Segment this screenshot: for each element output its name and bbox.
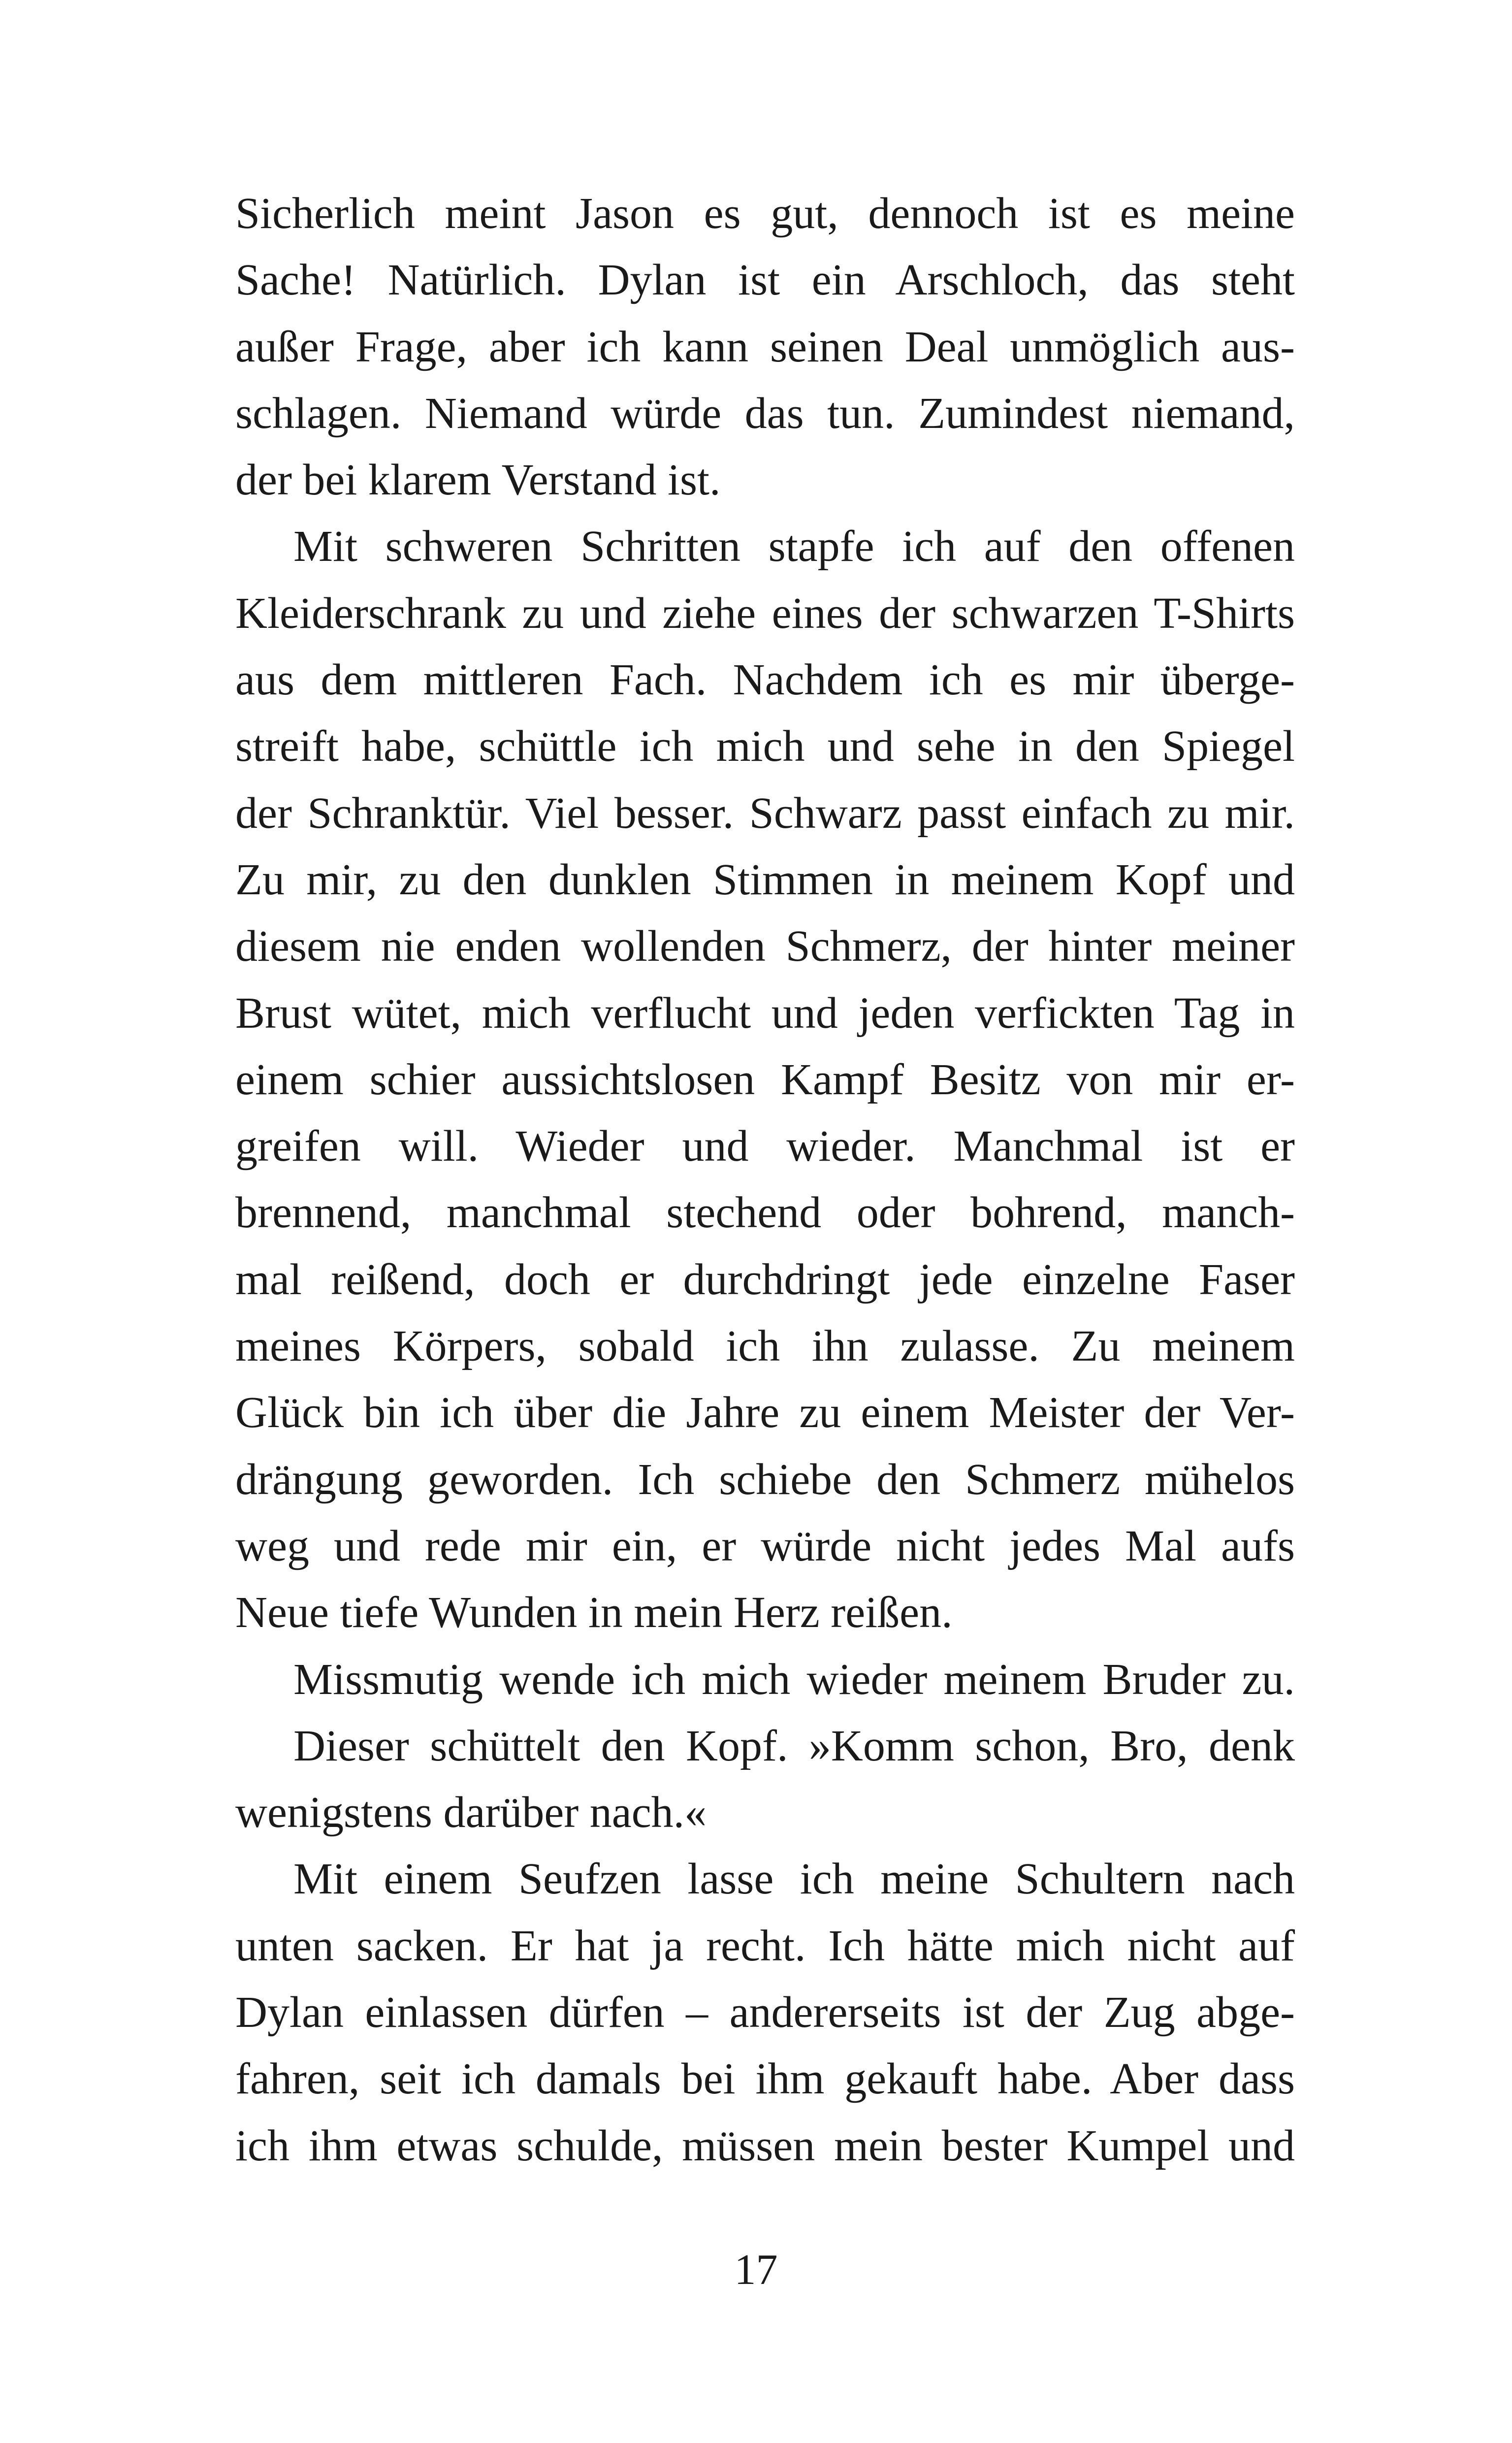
- text-line: Sicherlich meint Jason es gut, dennoch ist es meine: [235, 189, 1295, 238]
- text-line: Glück bin ich über die Jahre zu einem Meister der Ver-: [235, 1388, 1295, 1437]
- text-line: meines Körpers, sobald ich ihn zulasse. Zu meinem: [235, 1322, 1295, 1371]
- text-line: Dieser schüttelt den Kopf. »Komm schon, Bro, denk: [293, 1721, 1295, 1770]
- text-line: weg und rede mir ein, er würde nicht jedes Mal aufs: [235, 1521, 1295, 1570]
- text-line: Kleiderschrank zu und ziehe eines der schwarzen T-Shirts: [235, 588, 1295, 638]
- text-line: schlagen. Niemand würde das tun. Zumindest niemand,: [235, 389, 1295, 438]
- text-line: mal reißend, doch er durchdringt jede einzelne Faser: [235, 1255, 1295, 1304]
- text-line: fahren, seit ich damals bei ihm gekauft habe. Aber dass: [235, 2054, 1295, 2104]
- text-line: Brust wütet, mich verflucht und jeden verfickten Tag in: [235, 988, 1295, 1038]
- text-line: Neue tiefe Wunden in mein Herz reißen.: [235, 1588, 953, 1637]
- text-line: der Schranktür. Viel besser. Schwarz passt einfach zu mir.: [235, 788, 1295, 838]
- text-line: Mit einem Seufzen lasse ich meine Schultern nach: [293, 1855, 1295, 1904]
- text-line: greifen will. Wieder und wieder. Manchmal ist er: [235, 1122, 1295, 1171]
- page-number: 17: [734, 2246, 778, 2294]
- text-line: brennend, manchmal stechend oder bohrend, manch-: [235, 1188, 1295, 1238]
- text-line: Sache! Natürlich. Dylan ist ein Arschloch, das steht: [235, 256, 1295, 305]
- text-line: unten sacken. Er hat ja recht. Ich hätte mich nicht auf: [235, 1921, 1295, 1970]
- text-line: diesem nie enden wollenden Schmerz, der hinter meiner: [235, 922, 1295, 971]
- text-line: Missmutig wende ich mich wieder meinem Bruder zu.: [293, 1655, 1295, 1704]
- text-line: ich ihm etwas schulde, müssen mein bester Kumpel und: [235, 2121, 1295, 2170]
- text-line: Zu mir, zu den dunklen Stimmen in meinem Kopf und: [235, 855, 1295, 904]
- body-text: [235, 180, 1295, 2179]
- text-line: einem schier aussichtslosen Kampf Besitz von mir er-: [235, 1055, 1295, 1104]
- text-line: wenigstens darüber nach.«: [235, 1788, 707, 1837]
- text-line: Dylan einlassen dürfen – andererseits ist der Zug abge-: [235, 1988, 1295, 2037]
- text-line: der bei klarem Verstand ist.: [235, 456, 721, 505]
- text-line: aus dem mittleren Fach. Nachdem ich es mir überge-: [235, 655, 1295, 705]
- text-line: außer Frage, aber ich kann seinen Deal unmöglich aus-: [235, 322, 1295, 371]
- text-line: streift habe, schüttle ich mich und sehe in den Spiegel: [235, 722, 1295, 771]
- text-line: Mit schweren Schritten stapfe ich auf den offenen: [293, 522, 1295, 571]
- text-line: drängung geworden. Ich schiebe den Schmerz mühelos: [235, 1455, 1295, 1504]
